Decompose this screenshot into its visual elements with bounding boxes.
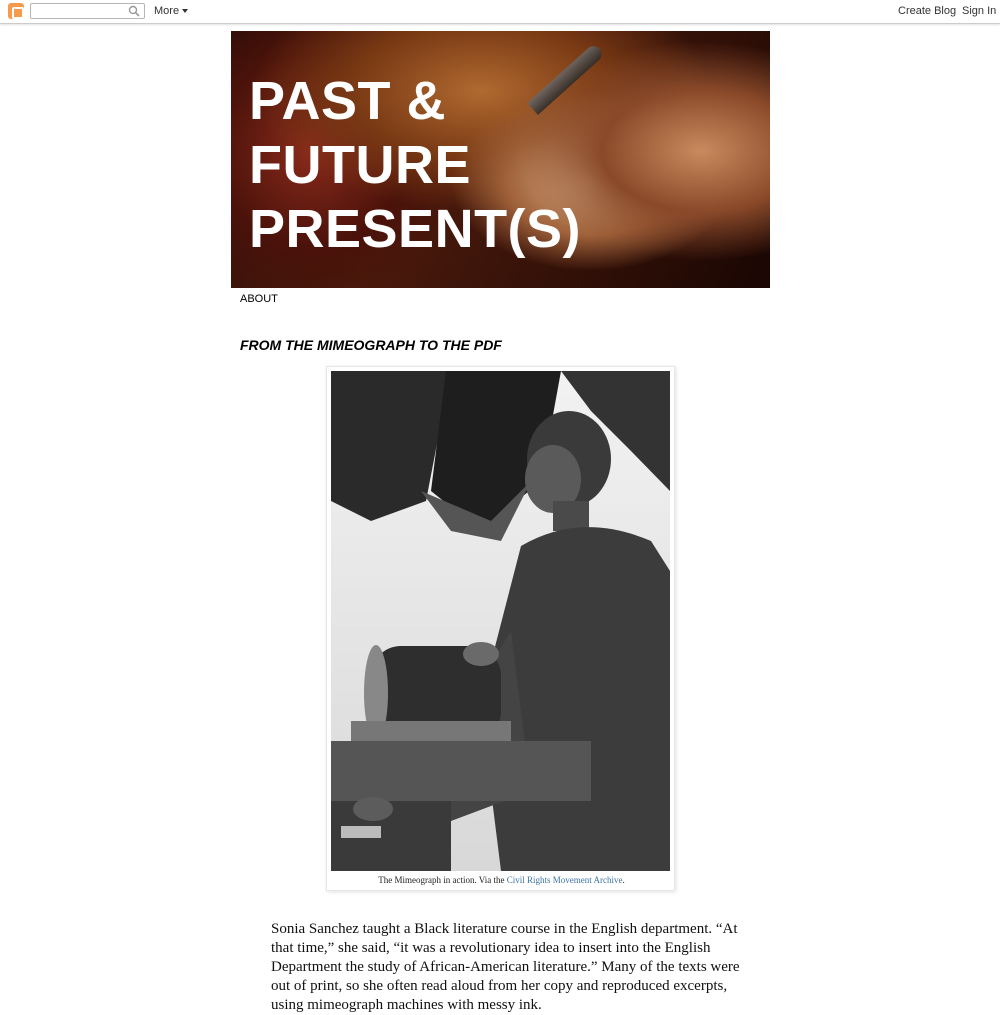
post-body-paragraph: Sonia Sanchez taught a Black literature course in the English department. “At that time,” she said, “it was a revolutionary idea to insert into the English Department the study of African-American literature.” Many of the texts were out of print, so she often read aloud from her copy and reproduced excerpts, using mimeograph machines with messy ink. xyxy=(271,921,740,1013)
blog-title xyxy=(249,69,581,261)
post-figure xyxy=(326,366,675,891)
create-blog-link[interactable]: Create Blog xyxy=(898,5,957,17)
caption-suffix: . xyxy=(622,875,625,885)
more-label: More xyxy=(154,5,180,17)
about-page-link[interactable]: ABOUT xyxy=(240,293,278,305)
blog-header-banner[interactable] xyxy=(231,31,770,288)
blogger-navbar xyxy=(0,0,1000,24)
post-title[interactable]: FROM THE MIMEOGRAPH TO THE PDF xyxy=(240,337,502,353)
blog-title-line-3: PRESENT(S) xyxy=(249,199,582,259)
mimeograph-photo-illustration xyxy=(331,371,670,871)
sign-in-link[interactable]: Sign In xyxy=(962,5,997,17)
more-menu-button[interactable] xyxy=(154,5,188,17)
blogger-logo-icon[interactable] xyxy=(8,3,24,19)
figure-caption xyxy=(327,875,676,885)
blog-title-line-1: PAST & xyxy=(249,71,447,131)
mimeograph-photo[interactable] xyxy=(331,371,670,871)
caption-text: The Mimeograph in action. Via the xyxy=(378,875,507,885)
civil-rights-archive-link[interactable]: Civil Rights Movement Archive xyxy=(506,875,623,885)
blog-title-line-2: FUTURE xyxy=(249,135,471,195)
search-icon[interactable] xyxy=(128,5,140,17)
caret-down-icon xyxy=(182,9,188,13)
